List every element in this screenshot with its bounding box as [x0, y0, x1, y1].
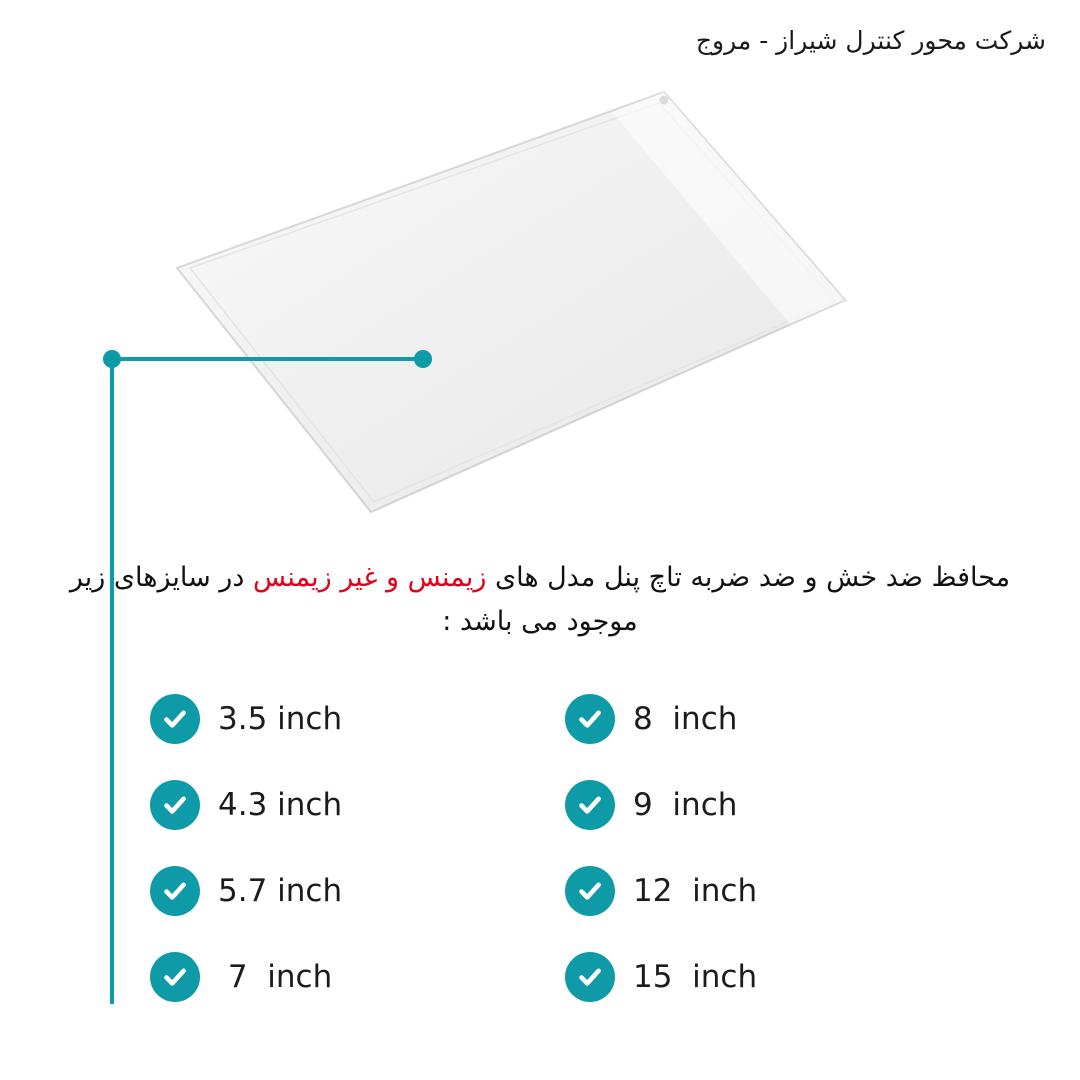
- caption-part-2: در سایزهای زیر موجود می باشد :: [69, 562, 638, 637]
- size-item: [150, 676, 545, 762]
- size-item: [150, 934, 545, 1020]
- size-label: 3.5 inch: [218, 701, 343, 737]
- size-label: 15 inch: [633, 959, 758, 995]
- check-circle-icon: [150, 952, 200, 1002]
- check-circle-icon: [565, 866, 615, 916]
- size-item: [150, 848, 545, 934]
- check-circle-icon: [565, 780, 615, 830]
- size-label: 4.3 inch: [218, 787, 343, 823]
- company-name: شرکت محور کنترل شیراز - مروج: [695, 26, 1046, 55]
- check-circle-icon: [150, 780, 200, 830]
- leader-dot-end: [414, 350, 432, 368]
- product-caption: [36, 556, 1044, 643]
- check-circle-icon: [565, 952, 615, 1002]
- size-label: 5.7 inch: [218, 873, 343, 909]
- size-label: 9 inch: [633, 787, 738, 823]
- size-item: [545, 762, 940, 848]
- available-sizes-list: [150, 676, 940, 1020]
- leader-dot-corner: [103, 350, 121, 368]
- sheet-gloss: [612, 92, 845, 324]
- sheet-sensor-dot: [660, 96, 669, 105]
- sheet-inner-edge: [190, 103, 835, 502]
- check-circle-icon: [150, 866, 200, 916]
- size-label: 12 inch: [633, 873, 758, 909]
- check-circle-icon: [565, 694, 615, 744]
- size-item: [150, 762, 545, 848]
- size-item: [545, 934, 940, 1020]
- caption-highlight: زیمنس و غیر زیمنس: [252, 562, 487, 593]
- sheet-body: [177, 92, 845, 512]
- size-item: [545, 848, 940, 934]
- check-circle-icon: [150, 694, 200, 744]
- size-item: [545, 676, 940, 762]
- size-label: 8 inch: [633, 701, 738, 737]
- caption-part-1: محافظ ضد خش و ضد ضربه تاچ پنل مدل های: [486, 562, 1011, 593]
- size-label: 7 inch: [218, 959, 333, 995]
